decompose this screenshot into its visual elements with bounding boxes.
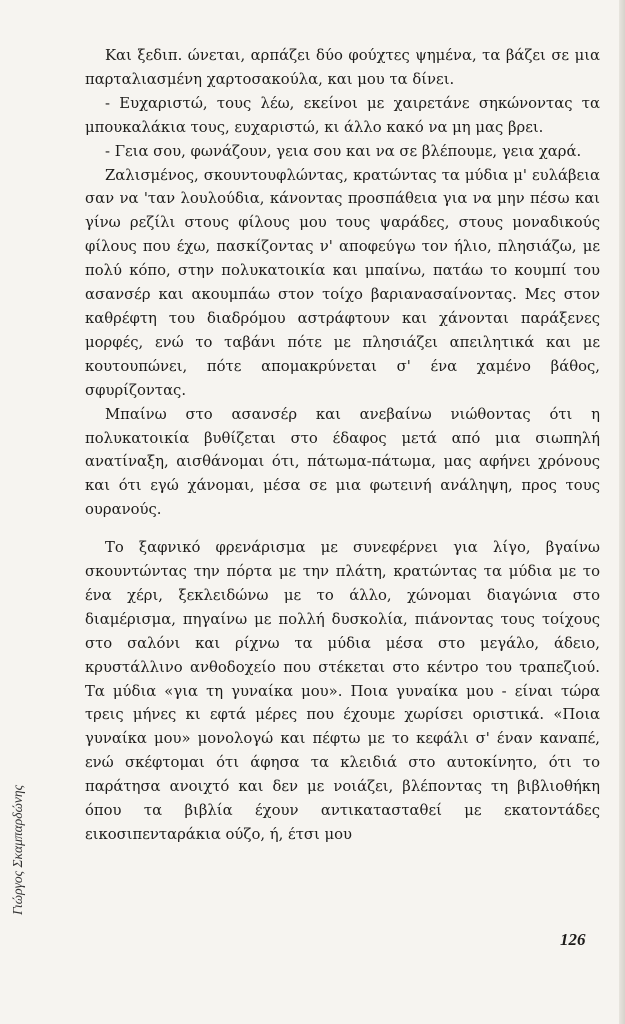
paragraph: Μπαίνω στο ασανσέρ και ανεβαίνω νιώθοντας ότι η πολυκατοικία βυθίζεται στο έδαφος μετά από μια σιωπηλή ανατίναξη, αισθάνομαι ότι, πάτωμα-πάτωμα, μας αφήνει χρόνους και ότι εγώ χάνομαι, μέσα σε μια φωτεινή ανάληψη, προς τους ουρανούς. [85,405,600,519]
paragraph: Ζαλισμένος, σκουντουφλώντας, κρατώντας τα μύδια μ' ευλάβεια σαν να 'ταν λουλούδια, κάνοντας προσπάθεια για να μην πέσω και γίνω ρεζίλι στους φίλους μου τους ψαράδες, στους μοναδικούς φίλους που έχω, πασκίζοντας ν' αποφεύγω τον ήλιο, πλησιάζω, με πολύ κόπο, στην πολυκατοικία και μπαίνω, πατάω το κουμπί του ασανσέρ και ακουμπάω στον τοίχο βαριανασαίνοντας. Μες στον καθρέφτη του διαδρόμου αστράφτουν και χάνονται παράξενες μορφές, ενώ το ταβάνι πότε με πλησιάζει απειλητικά και με κουτουπώνει, πότε απομακρύνεται σ' ένα χαμένο βάθος, σφυρίζοντας. [85,166,600,399]
page-number: 126 [560,930,586,949]
paragraph: Και ξεδιπ. ώνεται, αρπάζει δύο φούχτες ψημένα, τα βάζει σε μια παρταλιασμένη χαρτοσακούλα, και μου τα δίνει. [85,47,600,88]
paragraph: - Ευχαριστώ, τους λέω, εκείνοι με χαιρετάνε σηκώνοντας τα μπουκαλάκια τους, ευχαριστώ, κι άλλο κακό να μη μας βρει. [85,94,600,136]
paragraph: - Γεια σου, φωνάζουν, γεια σου και να σε βλέπουμε, γεια χαρά. [105,142,582,160]
page-edge [619,0,625,1024]
running-head-author: Γιώργος Σκαμπαρδώνης [10,784,25,915]
paragraph: Το ξαφνικό φρενάρισμα με συνεφέρνει για λίγο, βγαίνω σκουντώντας την πόρτα με την πλάτη, κρατώντας τα μύδια με το ένα χέρι, ξεκλειδώνω με το άλλο, χώνομαι διαγώνια στο διαμέρισμα, πηγαίνω με πολλή δυσκολία, πιάνοντας τους τοίχους στο σαλόνι και ρίχνω τα μύδια μέσα στο μεγάλο, άδειο, κρυστάλλινο ανθοδοχείο που στέκεται στο κέντρο του τραπεζιού. Τα μύδια «για τη γυναίκα μου». Ποια γυναίκα μου - είναι τώρα τρεις μήνες κι εφτά μέρες που έχουμε χωρίσει οριστικά. «Ποια γυναίκα μου» μονολογώ και πέφτω με το κεφάλι σ' έναν καναπέ, ενώ σκέφτομαι ότι άφησα τα κλειδιά στο αυτοκίνητο, ότι το παράτησα ανοιχτό και δεν με νοιάζει, βλέποντας τη βιβλιοθήκη όπου τα βιβλία έχουν αντικατασταθεί με εκατοντάδες εικοσιπενταράκια ούζο, ή, έτσι μου [85,539,600,843]
body-text [85,44,600,847]
